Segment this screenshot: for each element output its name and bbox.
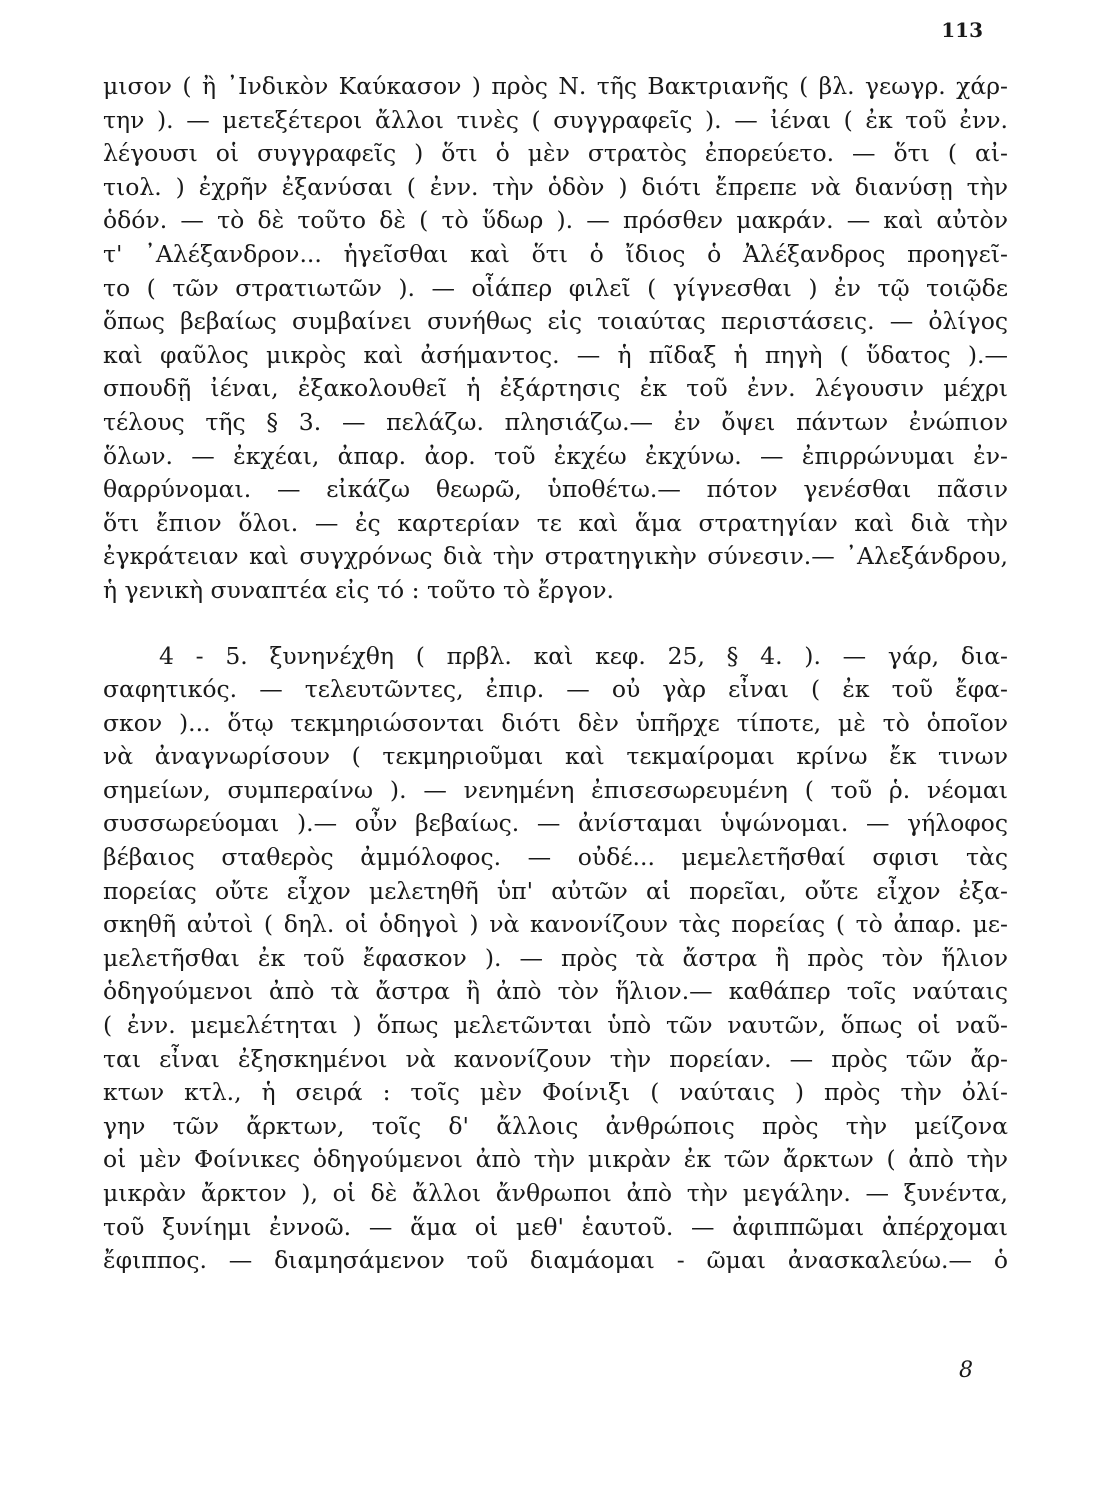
text-line: μικρὰν ἄρκτον ), οἱ δὲ ἄλλοι ἄνθρωποι ἀπὸ τὴν μεγάλην. — ξυνέντα, — [103, 1179, 1008, 1207]
text-line: κτων κτλ., ἡ σειρά : τοῖς μὲν Φοίνιξι ( ναύταις ) πρὸς τὴν ὀλί- — [103, 1078, 1008, 1107]
text-line: σκον )... ὅτῳ τεκμηριώσονται διότι δὲν ὑπῆρχε τίποτε, μὲ τὸ ὁποῖον — [103, 708, 1008, 737]
text-line: καὶ φαῦλος μικρὸς καὶ ἀσήμαντος. — ἡ πῖδαξ ἡ πηγὴ ( ὕδατος ).— — [103, 340, 1008, 369]
text-line: ὅπως βεβαίως συμβαίνει συνήθως εἰς τοιαύτας περιστάσεις. — ὀλίγος — [103, 307, 1008, 336]
text-line: οἱ μὲν Φοίνικες ὁδηγούμενοι ἀπὸ τὴν μικρὰν ἐκ τῶν ἄρκτων ( ἀπὸ τὴν — [103, 1145, 1008, 1174]
text-line: ἐγκράτειαν καὶ συγχρόνως διὰ τὴν στρατηγικὴν σύνεσιν.— ᾿Αλεξάνδρου, — [103, 542, 1008, 571]
section-heading-line: 4 - 5. ξυνηνέχθη ( πρβλ. καὶ κεφ. 25, § 4. ). — γάρ, δια- — [159, 641, 1008, 670]
text-line: γην τῶν ἄρκτων, τοῖς δ' ἄλλοις ἀνθρώποις πρὸς τὴν μείζονα — [103, 1111, 1008, 1140]
text-line: τέλους τῆς § 3. — πελάζω. πλησιάζω.— ἐν ὄψει πάντων ἐνώπιον — [103, 407, 1008, 436]
text-line: ὁδηγούμενοι ἀπὸ τὰ ἄστρα ἢ ἀπὸ τὸν ἥλιον.— καθάπερ τοῖς ναύταις — [103, 977, 1008, 1006]
text-line: συσσωρεύομαι ).— οὖν βεβαίως. — ἀνίσταμαι ὑψώνομαι. — γήλοφος — [103, 809, 1008, 838]
signature-mark: 8 — [959, 1358, 973, 1383]
text-line: σκηθῆ αὐτοὶ ( δηλ. οἱ ὁδηγοὶ ) νὰ κανονίζουν τὰς πορείας ( τὸ ἀπαρ. με- — [103, 910, 1008, 939]
text-line: τιολ. ) ἐχρῆν ἐξανύσαι ( ἐνν. τὴν ὁδὸν ) διότι ἔπρεπε νὰ διανύσῃ τὴν — [103, 172, 1008, 201]
text-line: την ). — μετεξέτεροι ἄλλοι τινὲς ( συγγραφεῖς ). — ἰέναι ( ἐκ τοῦ ἐνν. — [103, 105, 1008, 134]
text-line: σαφητικός. — τελευτῶντες, ἐπιρ. — οὐ γὰρ εἶναι ( ἐκ τοῦ ἔφα- — [103, 675, 1008, 704]
text-line: θαρρύνομαι. — εἰκάζω θεωρῶ, ὑποθέτω.— πότον γενέσθαι πᾶσιν — [103, 475, 1008, 504]
text-line: τ' ᾿Αλέξανδρον... ἡγεῖσθαι καὶ ὅτι ὁ ἴδιος ὁ Ἀλέξανδρος προηγεῖ- — [103, 239, 1008, 268]
commentary-text — [103, 70, 1008, 1278]
text-line: ται εἶναι ἐξησκημένοι νὰ κανονίζουν τὴν πορείαν. — πρὸς τῶν ἄρ- — [103, 1044, 1008, 1073]
text-line: το ( τῶν στρατιωτῶν ). — οἷάπερ φιλεῖ ( γίγνεσθαι ) ἐν τῷ τοιῷδε — [103, 273, 1008, 302]
text-line: ὅλων. — ἐκχέαι, ἀπαρ. ἀορ. τοῦ ἐκχέω ἐκχύνω. — ἐπιρρώνυμαι ἐν- — [103, 441, 1008, 470]
text-line: ( ἐνν. μεμελέτηται ) ὅπως μελετῶνται ὑπὸ τῶν ναυτῶν, ὅπως οἱ ναῦ- — [103, 1011, 1008, 1040]
text-line: μισον ( ἢ ᾿Ινδικὸν Καύκασον ) πρὸς Ν. τῆς Βακτριανῆς ( βλ. γεωγρ. χάρ- — [103, 72, 1008, 100]
text-line: λέγουσι οἱ συγγραφεῖς ) ὅτι ὁ μὲν στρατὸς ἐπορεύετο. — ὅτι ( αἰ- — [103, 139, 1008, 168]
text-line: πορείας οὔτε εἶχον μελετηθῆ ὑπ' αὐτῶν αἱ πορεῖαι, οὔτε εἶχον ἐξα- — [103, 876, 1008, 905]
text-line: τοῦ ξυνίημι ἐννοῶ. — ἅμα οἱ μεθ' ἑαυτοῦ. — ἀφιππῶμαι ἀπέρχομαι — [103, 1212, 1008, 1241]
text-line: νὰ ἀναγνωρίσουν ( τεκμηριοῦμαι καὶ τεκμαίρομαι κρίνω ἔκ τινων — [103, 742, 1008, 771]
text-line: βέβαιος σταθερὸς ἀμμόλοφος. — οὐδέ... μεμελετῆσθαί σφισι τὰς — [103, 843, 1008, 872]
paragraph-gap — [103, 608, 1008, 640]
text-line: ἡ γενικὴ συναπτέα εἰς τό : τοῦτο τὸ ἔργον. — [103, 575, 615, 604]
text-line: ὅτι ἔπιον ὅλοι. — ἐς καρτερίαν τε καὶ ἅμα στρατηγίαν καὶ διὰ τὴν — [103, 508, 1008, 537]
text-line: ἔφιππος. — διαμησάμενον τοῦ διαμάομαι - ῶμαι ἀνασκαλεύω.— ὁ — [103, 1246, 1008, 1275]
text-line: μελετῆσθαι ἐκ τοῦ ἔφασκον ). — πρὸς τὰ ἄστρα ἢ πρὸς τὸν ἥλιον — [103, 943, 1008, 972]
text-line: ὁδόν. — τὸ δὲ τοῦτο δὲ ( τὸ ὕδωρ ). — πρόσθεν μακράν. — καὶ αὐτὸν — [103, 206, 1008, 235]
page-number: 113 — [941, 18, 983, 42]
text-line: σπουδῇ ἰέναι, ἐξακολουθεῖ ἡ ἐξάρτησις ἐκ τοῦ ἐνν. λέγουσιν μέχρι — [103, 374, 1008, 403]
text-line: σημείων, συμπεραίνω ). — νενημένη ἐπισεσωρευμένη ( τοῦ ῥ. νέομαι — [103, 775, 1008, 804]
